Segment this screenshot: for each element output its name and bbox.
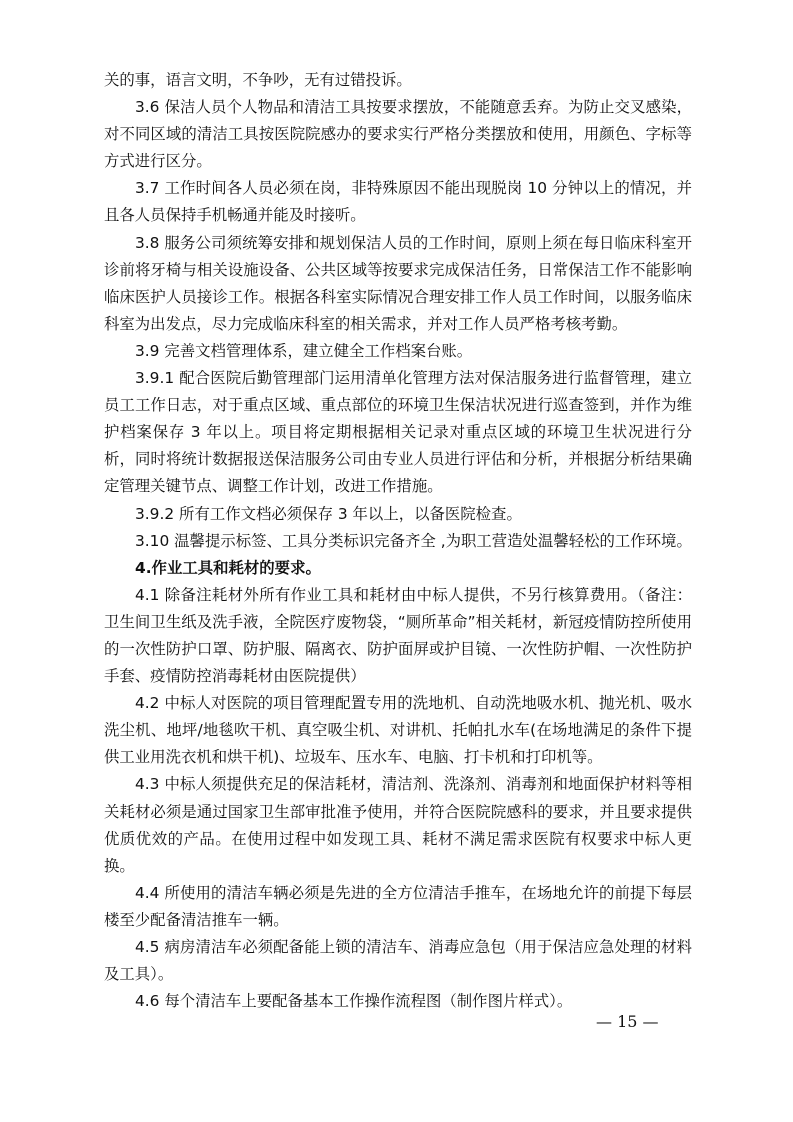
paragraph-3-9-1: 3.9.1 配合医院后勤管理部门运用清单化管理方法对保洁服务进行监督管理，建立员工工作日志，对于重点区域、重点部位的环境卫生保洁状况进行巡查签到，并作为维护档案保存 3 年以上。项目将定期根据相关记录对重点区域的环境卫生状况进行分析，同时将统计数据报送保洁服务公司由专业人员进行评估和分析，并根据分析结果确定管理关键节点、调整工作计划，改进工作措施。 <box>104 369 692 496</box>
paragraph-continuation: 关的事，语言文明，不争吵，无有过错投诉。 <box>104 71 412 89</box>
section-heading-4: 4.作业工具和耗材的要求。 <box>135 558 321 577</box>
paragraph-3-8: 3.8 服务公司须统筹安排和规划保洁人员的工作时间，原则上须在每日临床科室开诊前将牙椅与相关设施设备、公共区域等按要求完成保洁任务，日常保洁工作不能影响临床医护人员接诊工作。根据各科室实际情况合理安排工作人员工作时间，以服务临床科室为出发点，尽力完成临床科室的相关需求，并对工作人员严格考核考勤。 <box>104 233 692 333</box>
paragraph-3-6: 3.6 保洁人员个人物品和清洁工具按要求摆放，不能随意丢弃。为防止交叉感染，对不同区域的清洁工具按医院院感办的要求实行严格分类摆放和使用，用颜色、字标等方式进行区分。 <box>104 98 692 171</box>
paragraph-4-1: 4.1 除备注耗材外所有作业工具和耗材由中标人提供，不另行核算费用。（备注：卫生间卫生纸及洗手液，全院医疗废物袋，“厕所革命”相关耗材，新冠疫情防控所使用的一次性防护口罩、防护服、隔离衣、防护面屏或护目镜、一次性防护帽、一次性防护手套、疫情防控消毒耗材由医院提供） <box>104 585 692 686</box>
paragraph-4-6: 4.6 每个清洁车上要配备基本工作操作流程图（制作图片样式）。 <box>135 992 573 1011</box>
paragraph-3-7: 3.7 工作时间各人员必须在岗，非特殊原因不能出现脱岗 10 分钟以上的情况，并且各人员保持手机畅通并能及时接听。 <box>104 179 692 225</box>
page-number: — 15 — <box>596 1012 659 1031</box>
paragraph-4-4: 4.4 所使用的清洁车辆必须是先进的全方位清洁手推车，在场地允许的前提下每层楼至少配备清洁推车一辆。 <box>104 883 692 929</box>
paragraph-3-10: 3.10 温馨提示标签、工具分类标识完备齐全 ,为职工营造处温馨轻松的工作环境。 <box>135 531 692 550</box>
paragraph-3-9-2: 3.9.2 所有工作文档必须保存 3 年以上，以备医院检查。 <box>135 504 522 523</box>
document-body <box>104 67 692 1015</box>
paragraph-4-3: 4.3 中标人须提供充足的保洁耗材，清洁剂、洗涤剂、消毒剂和地面保护材料等相关耗材必须是通过国家卫生部审批准予使用，并符合医院院感科的要求，并且要求提供优质优效的产品。在使用过程中如发现工具、耗材不满足需求医院有权要求中标人更换。 <box>104 775 692 875</box>
paragraph-3-9: 3.9 完善文档管理体系，建立健全工作档案台账。 <box>135 341 473 360</box>
paragraph-4-5: 4.5 病房清洁车必须配备能上锁的清洁车、消毒应急包（用于保洁应急处理的材料及工具）。 <box>104 938 692 984</box>
paragraph-4-2: 4.2 中标人对医院的项目管理配置专用的洗地机、自动洗地吸水机、抛光机、吸水洗尘机、地坪/地毯吹干机、真空吸尘机、对讲机、托帕扎水车(在场地满足的条件下提供工业用洗衣机和烘干机)、垃圾车、压水车、电脑、打卡机和打印机等。 <box>104 694 692 767</box>
